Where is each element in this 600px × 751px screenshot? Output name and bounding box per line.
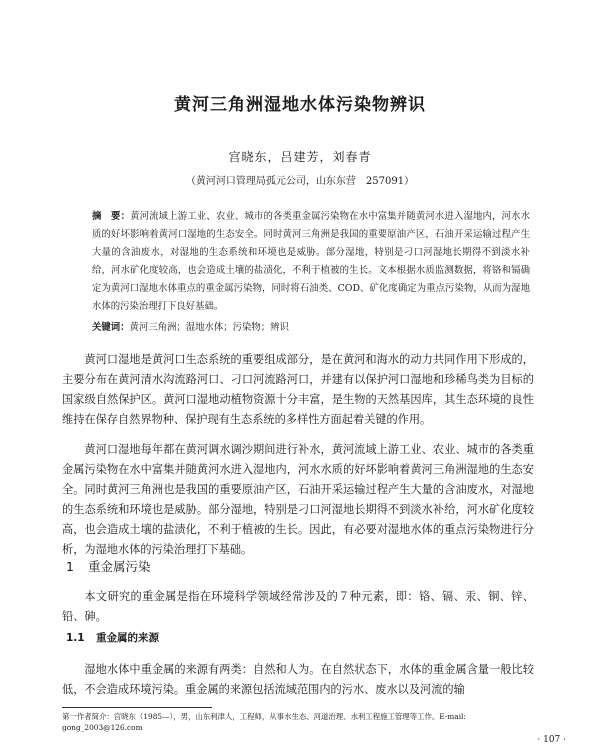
- body-paragraph-3: 本文研究的重金属是指在环境科学领域经常涉及的７种元素，即：铬、镉、汞、铜、锌、铅、砷。: [62, 590, 534, 623]
- subsection-title: 重金属的来源: [96, 632, 159, 644]
- author-footnote: 第一作者简介：宫晓东（1985—），男，山东利津人，工程师，从事水生态、河道治理、水利工程施工管理等工作。E-mail: gong_2003@126.com: [62, 712, 466, 732]
- author-list: 宫晓东，吕建芳，刘春青: [228, 150, 372, 164]
- body-paragraph-1: 黄河口湿地是黄河口生态系统的重要组成部分，是在黄河和海水的动力共同作用下形成的，主要分布在黄河清水沟流路河口、刁口河流路河口，并建有以保护河口湿地和珍稀鸟类为目标的国家级自然保护区。黄河口湿地动植物资源十分丰富，是生物的天然基因库，其生态环境的良性维持在保存自然界物种、保护现有生态系统的多样性方面起着关键的作用。: [62, 353, 534, 426]
- keywords-text: 黄河三角洲；湿地水体；污染物；辨识: [129, 322, 289, 333]
- section-heading: [66, 557, 151, 575]
- keywords-block: [92, 319, 530, 337]
- footnote-divider: [62, 707, 212, 708]
- abstract-block: [92, 208, 530, 316]
- abstract-label: 摘 要：: [92, 211, 131, 222]
- body-paragraph-4: 湿地水体中重金属的来源有两类：自然和人为。在自然状态下，水体的重金属含量一般比较低，不会造成环境污染。重金属的来源包括流域范围内的污水、废水以及河流的输: [62, 663, 534, 696]
- abstract-text: 黄河流域上游工业、农业、城市的各类重金属污染物在水中富集并随黄河水进入湿地内，河水水质的好坏影响着黄河口湿地的生态安全。同时黄河三角洲是我国的重要原油产区，石油开采运输过程产生大量的含油废水，对湿地的生态系统和环境也是威胁。部分湿地，特别是刁口河湿地长期得不到淡水补给，河水矿化度较高，也会造成土壤的盐渍化，不利于植被的生长。文本根据水质监测数据，将铬和镉确定为黄河口湿地水体重点的重金属污染物，同时将石油类、COD、矿化度确定为重点污染物，从而为湿地水体的污染治理打下良好基础。: [92, 211, 530, 312]
- subsection-heading: [66, 630, 159, 645]
- keywords-label: 关键词：: [92, 322, 130, 333]
- section-number: 1: [66, 559, 74, 574]
- author-affiliation: （黄河河口管理局孤元公司，山东东营 257091）: [185, 176, 415, 187]
- paper-title: 黄河三角洲湿地水体污染物辨识: [174, 95, 426, 115]
- subsection-number: 1.1: [66, 632, 85, 644]
- body-paragraph-2: 黄河口湿地每年都在黄河调水调沙期间进行补水，黄河流域上游工业、农业、城市的各类重金属污染物在水中富集并随黄河水进入湿地内，河水水质的好坏影响着黄河三角洲湿地的生态安全。同时黄河三角洲也是我国的重要原油产区，石油开采运输过程产生大量的含油废水，对湿地的生态系统和环境也是威胁。部分湿地，特别是刁口河湿地长期得不到淡水补给，河水矿化度较高，也会造成土壤的盐渍化，不利于植被的生长。因此，有必要对湿地水体的重点污染物进行分析，为湿地水体的污染治理打下基础。: [62, 443, 534, 556]
- page-number: · 107 ·: [537, 735, 566, 745]
- section-title: 重金属污染: [88, 559, 151, 574]
